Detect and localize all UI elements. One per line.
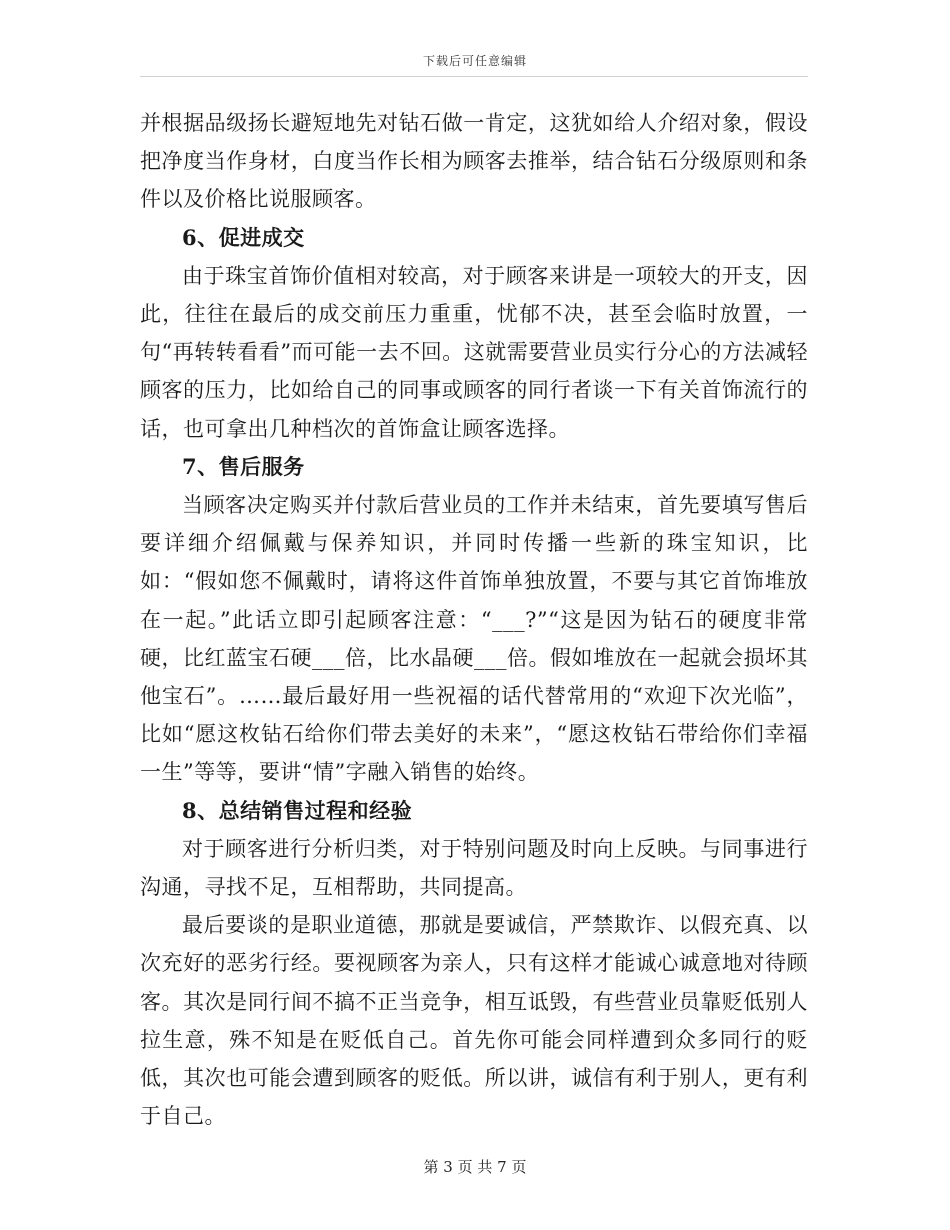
section-heading-7: 7、售后服务: [182, 453, 305, 479]
header-divider: [140, 76, 808, 77]
paragraph-after-sales: 当顾客决定购买并付款后营业员的工作并未结束，首先要填写售后要详细介绍佩戴与保养知识，并同时传播一些新的珠宝知识，比如：“假如您不佩戴时，请将这件首饰单独放置，不要与其它首饰堆放在一起。”此话立即引起顾客注意：“___?”“这是因为钻石的硬度非常硬，比红蓝宝石硬___倍，比水晶硬___倍。假如堆放在一起就会损坏其他宝石”。……最后最好用一些祝福的话代替常用的“欢迎下次光临”，比如“愿这枚钻石给你们带去美好的未来”，“愿这枚钻石带给你们幸福一生”等等，要讲“情”字融入销售的始终。: [140, 493, 808, 785]
document-body: [140, 104, 808, 1135]
section-heading-6: 6、促进成交: [182, 224, 305, 250]
paragraph-continued: 并根据品级扬长避短地先对钻石做一肯定，这犹如给人介绍对象，假设把净度当作身材，白度当作长相为顾客去推举，结合钻石分级原则和条件以及价格比说服顾客。: [140, 111, 808, 212]
paragraph-closing-deal: 由于珠宝首饰价值相对较高，对于顾客来讲是一项较大的开支，因此，往往在最后的成交前压力重重，忧郁不决，甚至会临时放置，一句“再转转看看”而可能一去不回。这就需要营业员实行分心的方法减轻顾客的压力，比如给自己的同事或顾客的同行者谈一下有关首饰流行的话，也可拿出几种档次的首饰盒让顾客选择。: [140, 263, 808, 441]
page-header: 下载后可任意编辑: [422, 54, 527, 68]
paragraph-ethics: 最后要谈的是职业道德，那就是要诚信，严禁欺诈、以假充真、以次充好的恶劣行经。要视顾客为亲人，只有这样才能诚心诚意地对待顾客。其次是同行间不搞不正当竞争，相互诋毁，有些营业员靠贬低别人拉生意，殊不知是在贬低自己。首先你可能会同样遭到众多同行的贬低，其次也可能会遭到顾客的贬低。所以讲，诚信有利于别人，更有利于自己。: [140, 913, 808, 1129]
section-heading-8: 8、总结销售过程和经验: [182, 797, 413, 823]
page-number: 第 3 页 共 7 页: [423, 1158, 527, 1176]
paragraph-summary: 对于顾客进行分析归类，对于特别问题及时向上反映。与同事进行沟通，寻找不足，互相帮助，共同提高。: [140, 836, 808, 900]
